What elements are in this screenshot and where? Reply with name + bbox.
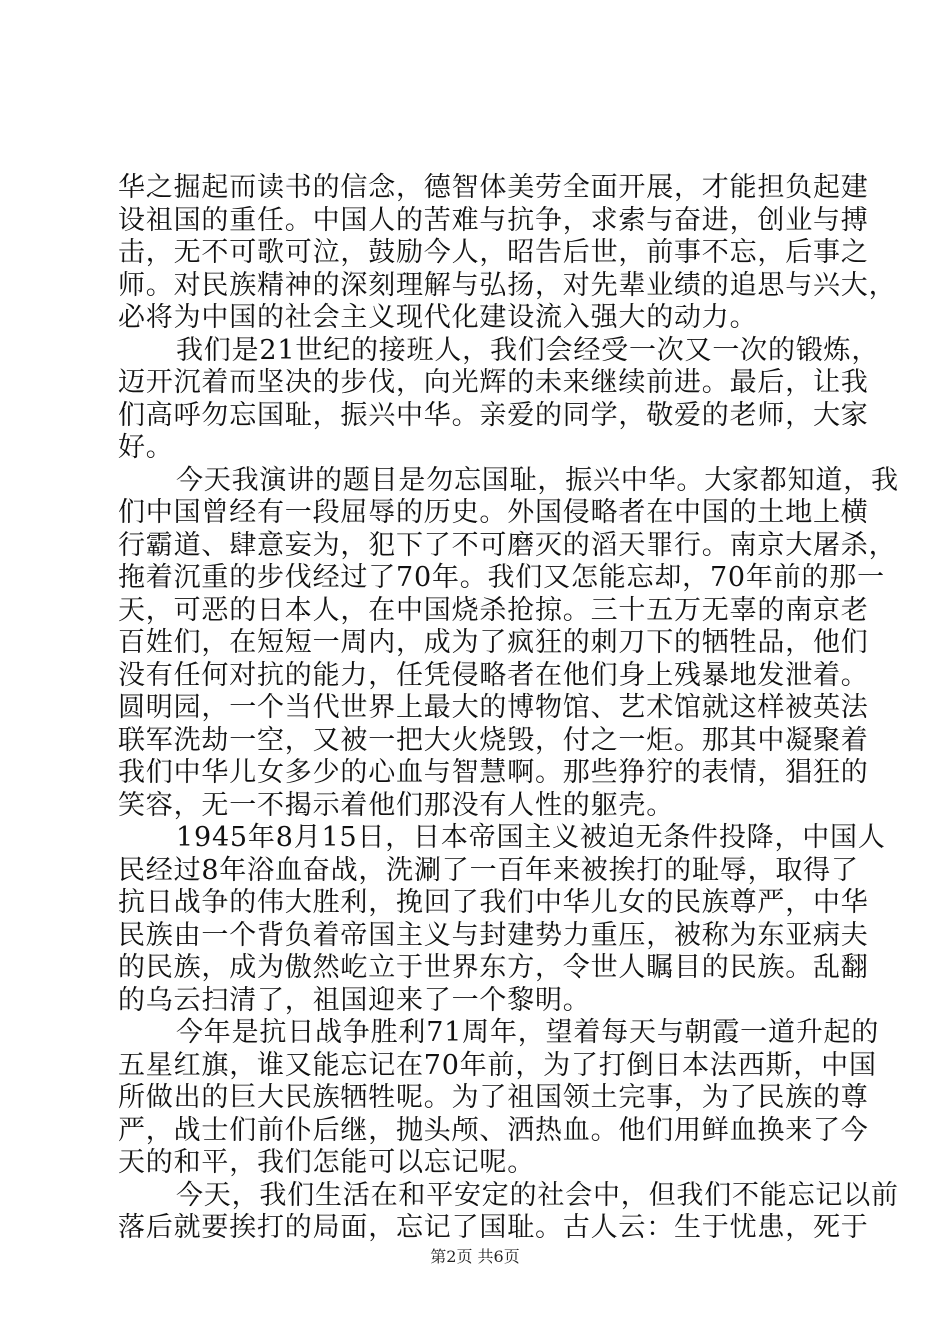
text-line: 天的和平，我们怎能可以忘记呢。 [118,1147,535,1178]
text-line: 华之掘起而读书的信念，德智体美劳全面开展，才能担负起建 [118,172,869,203]
text-line: 拖着沉重的步伐经过了70年。我们又怎能忘却，70年前的那一 [118,562,885,593]
text-line: 我们中华儿女多少的心血与智慧啊。那些狰狞的表情，猖狂的 [118,757,869,788]
text-line: 抗日战争的伟大胜利，挽回了我们中华儿女的民族尊严，中华 [118,887,869,918]
text-line: 百姓们，在短短一周内，成为了疯狂的刺刀下的牺牲品，他们 [118,627,869,658]
body-text [118,172,899,1245]
text-line: 所做出的巨大民族牺牲呢。为了祖国领土完事，为了民族的尊 [118,1082,869,1113]
text-line: 今天我演讲的题目是勿忘国耻，振兴中华。大家都知道，我 [176,464,899,496]
text-line: 天，可恶的日本人，在中国烧杀抢掠。三十五万无辜的南京老 [118,594,869,626]
text-line: 们高呼勿忘国耻，振兴中华。亲爱的同学，敬爱的老师，大家 [118,399,869,431]
text-line: 今年是抗日战争胜利71周年，望着每天与朝霞一道升起的 [176,1017,880,1048]
text-line: 五星红旗，谁又能忘记在70年前，为了打倒日本法西斯，中国 [118,1049,877,1081]
text-line: 必将为中国的社会主义现代化建设流入强大的动力。 [118,302,758,333]
page-footer: 第2页 共6页 [430,1247,520,1266]
text-line: 的民族，成为傲然屹立于世界东方，令世人瞩目的民族。乱翻 [118,952,869,983]
text-line: 迈开沉着而坚决的步伐，向光辉的未来继续前进。最后，让我 [118,367,869,398]
text-line: 圆明园，一个当代世界上最大的博物馆、艺术馆就这样被英法 [118,692,869,723]
text-line: 联军洗劫一空，又被一把大火烧毁，付之一炬。那其中凝聚着 [118,724,869,756]
text-line: 设祖国的重任。中国人的苦难与抗争，求索与奋进，创业与搏 [118,204,869,236]
text-line: 们中国曾经有一段屈辱的历史。外国侵略者在中国的土地上横 [118,497,869,528]
text-line: 笑容，无一不揭示着他们那没有人性的躯壳。 [118,789,674,821]
text-line: 落后就要挨打的局面，忘记了国耻。古人云：生于忧患，死于 [118,1212,869,1243]
text-line: 好。 [118,432,174,463]
text-line: 师。对民族精神的深刻理解与弘扬，对先辈业绩的追思与兴大， [118,269,897,301]
text-line: 击，无不可歌可泣，鼓励今人，昭告后世，前事不忘，后事之 [118,237,869,268]
text-line: 民族由一个背负着帝国主义与封建势力重压，被称为东亚病夫 [118,919,869,951]
text-line: 今天，我们生活在和平安定的社会中，但我们不能忘记以前 [176,1179,899,1211]
text-line: 我们是21世纪的接班人，我们会经受一次又一次的锻炼， [176,334,880,366]
text-line: 1945年8月15日，日本帝国主义被迫无条件投降，中国人 [176,822,886,853]
text-line: 的乌云扫清了，祖国迎来了一个黎明。 [118,984,591,1016]
text-line: 行霸道、肆意妄为，犯下了不可磨灭的滔天罪行。南京大屠杀， [118,529,897,561]
text-line: 民经过8年浴血奋战，洗涮了一百年来被挨打的耻辱，取得了 [118,854,859,886]
text-line: 严，战士们前仆后继，抛头颅、洒热血。他们用鲜血换来了今 [118,1114,869,1146]
text-line: 没有任何对抗的能力，任凭侵略者在他们身上残暴地发泄着。 [118,659,869,691]
